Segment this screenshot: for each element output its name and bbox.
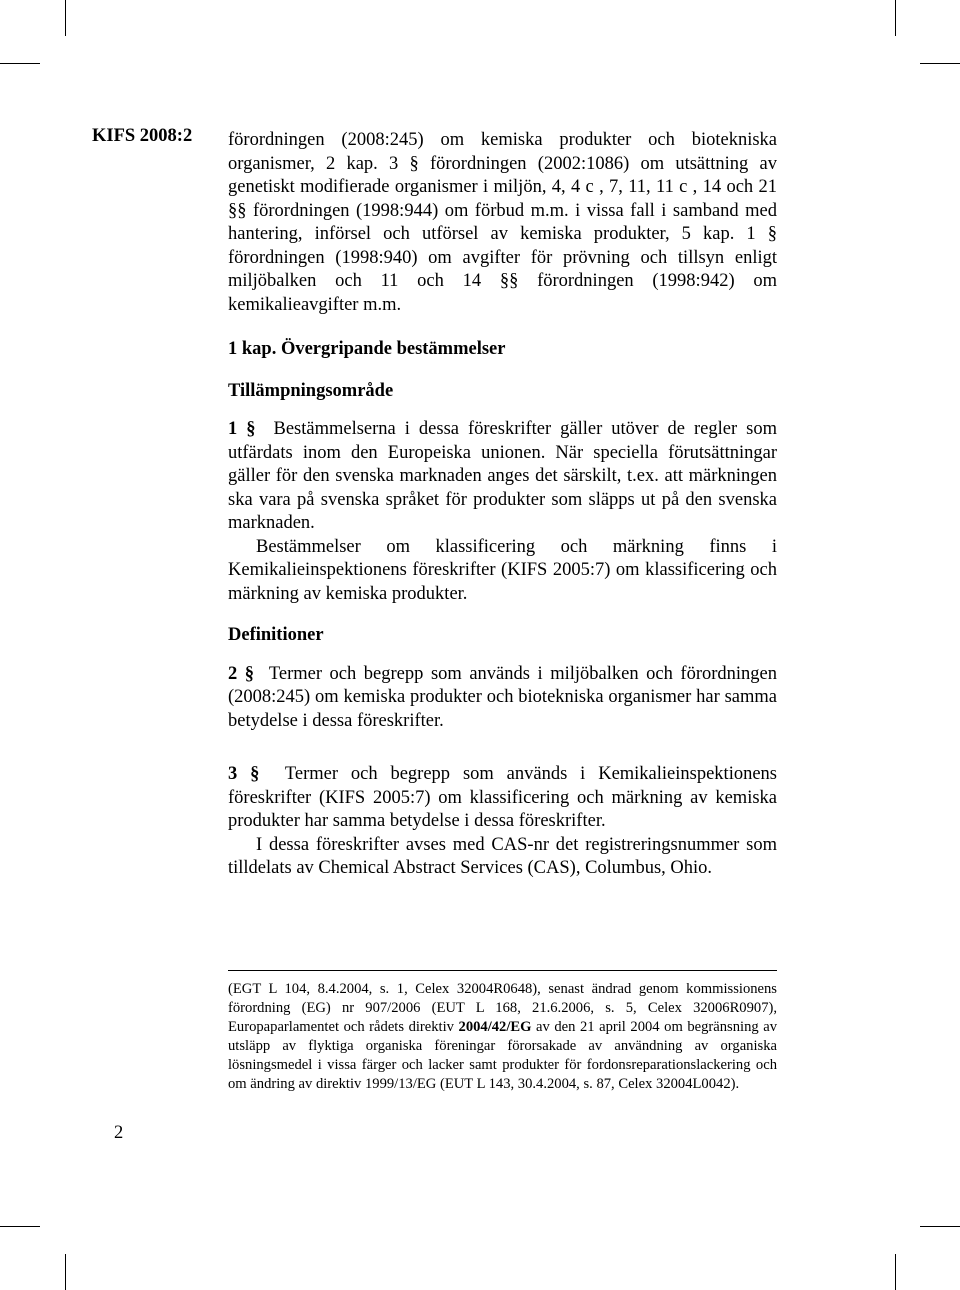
page-number: 2 — [114, 1123, 124, 1143]
section-number: 2 § — [228, 663, 255, 684]
section-text: Bestämmelserna i dessa föreskrifter gäller utöver de regler som utfärdats inom den Europeiska unionen. När speciella förutsättningar gäller för den svenska marknaden anges det särskilt, t.ex. att märkningen ska vara på svenska språket för produkter som släpps ut på den svenska marknaden. — [228, 419, 777, 533]
section-1-paragraph-2: Bestämmelser om klassificering och märkning finns i Kemikalieinspektionens föreskrifter (KIFS 2005:7) om klassificering och märkning av kemiska produkter. — [228, 536, 777, 604]
section-number: 3 § — [228, 764, 260, 784]
crop-mark — [920, 1226, 960, 1227]
crop-mark — [895, 1254, 896, 1290]
section-heading-definitions: Definitioner — [228, 625, 324, 645]
section-number: 1 § — [228, 419, 256, 439]
crop-mark — [0, 1226, 40, 1227]
crop-mark — [65, 0, 66, 36]
section-3 — [228, 763, 777, 834]
section-text: Termer och begrepp som används i Kemikalieinspektionens föreskrifter (KIFS 2005:7) om klassificering och märkning av kemiska produkter har samma betydelse i dessa föreskrifter. — [228, 764, 777, 831]
section-2 — [228, 663, 777, 734]
document-id: KIFS 2008:2 — [92, 126, 193, 146]
crop-mark — [0, 63, 40, 64]
chapter-title: 1 kap. Övergripande bestämmelser — [228, 339, 506, 359]
footnote-directive: 2004/42/EG — [458, 1019, 532, 1035]
footnote-text: av den 21 april 2004 om begränsning av utsläpp av flyktiga organiska föreningar förorsakade av användning av organiska lösningsmedel i vissa färger och lacker samt produkter för fordonsreparationslackering och om ändring av direktiv 1999/13/EG (EUT L 143, 30.4.2004, s. 87, Celex 32004L0042). — [228, 1019, 777, 1092]
section-heading-scope: Tillämpningsområde — [228, 380, 394, 401]
intro-paragraph: förordningen (2008:245) om kemiska produkter och biotekniska organismer, 2 kap. 3 § förordningen (2002:1086) om utsättning av genetiskt modifierade organismer i miljön, 4, 4 c , 7, 11, 11 c , 14 och 21 §§ förordningen (1998:944) om förbud m.m. i vissa fall i samband med hantering, införsel och utförsel av kemiska produkter, 5 kap. 1 § förordningen (1998:940) om avgifter för prövning och tillsyn enligt miljöbalken och 11 och 14 §§ förordningen (1998:942) om kemikalieavgifter m.m. — [228, 130, 777, 315]
section-text: Termer och begrepp som används i miljöbalken och förordningen (2008:245) om kemiska produkter och biotekniska organismer har samma betydelse i dessa föreskrifter. — [228, 663, 777, 731]
crop-mark — [895, 0, 896, 36]
footnote-text: (EGT L 104, 8.4.2004, s. 1, Celex 32004R0648), senast ändrad genom kommissionens förordning (EG) nr 907/2006 (EUT L 168, 21.6.2006, s. 5, Celex 32006R0907), Europaparlamentet och rådets direktiv — [228, 981, 777, 1035]
section-3-paragraph-2: I dessa föreskrifter avses med CAS-nr det registreringsnummer som tilldelats av Chemical Abstract Services (CAS), Columbus, Ohio. — [228, 834, 777, 878]
crop-mark — [65, 1254, 66, 1290]
crop-mark — [920, 63, 960, 64]
section-1 — [228, 418, 777, 536]
footnote — [228, 980, 777, 1094]
main-text — [228, 129, 777, 881]
footnote-separator — [228, 970, 777, 971]
